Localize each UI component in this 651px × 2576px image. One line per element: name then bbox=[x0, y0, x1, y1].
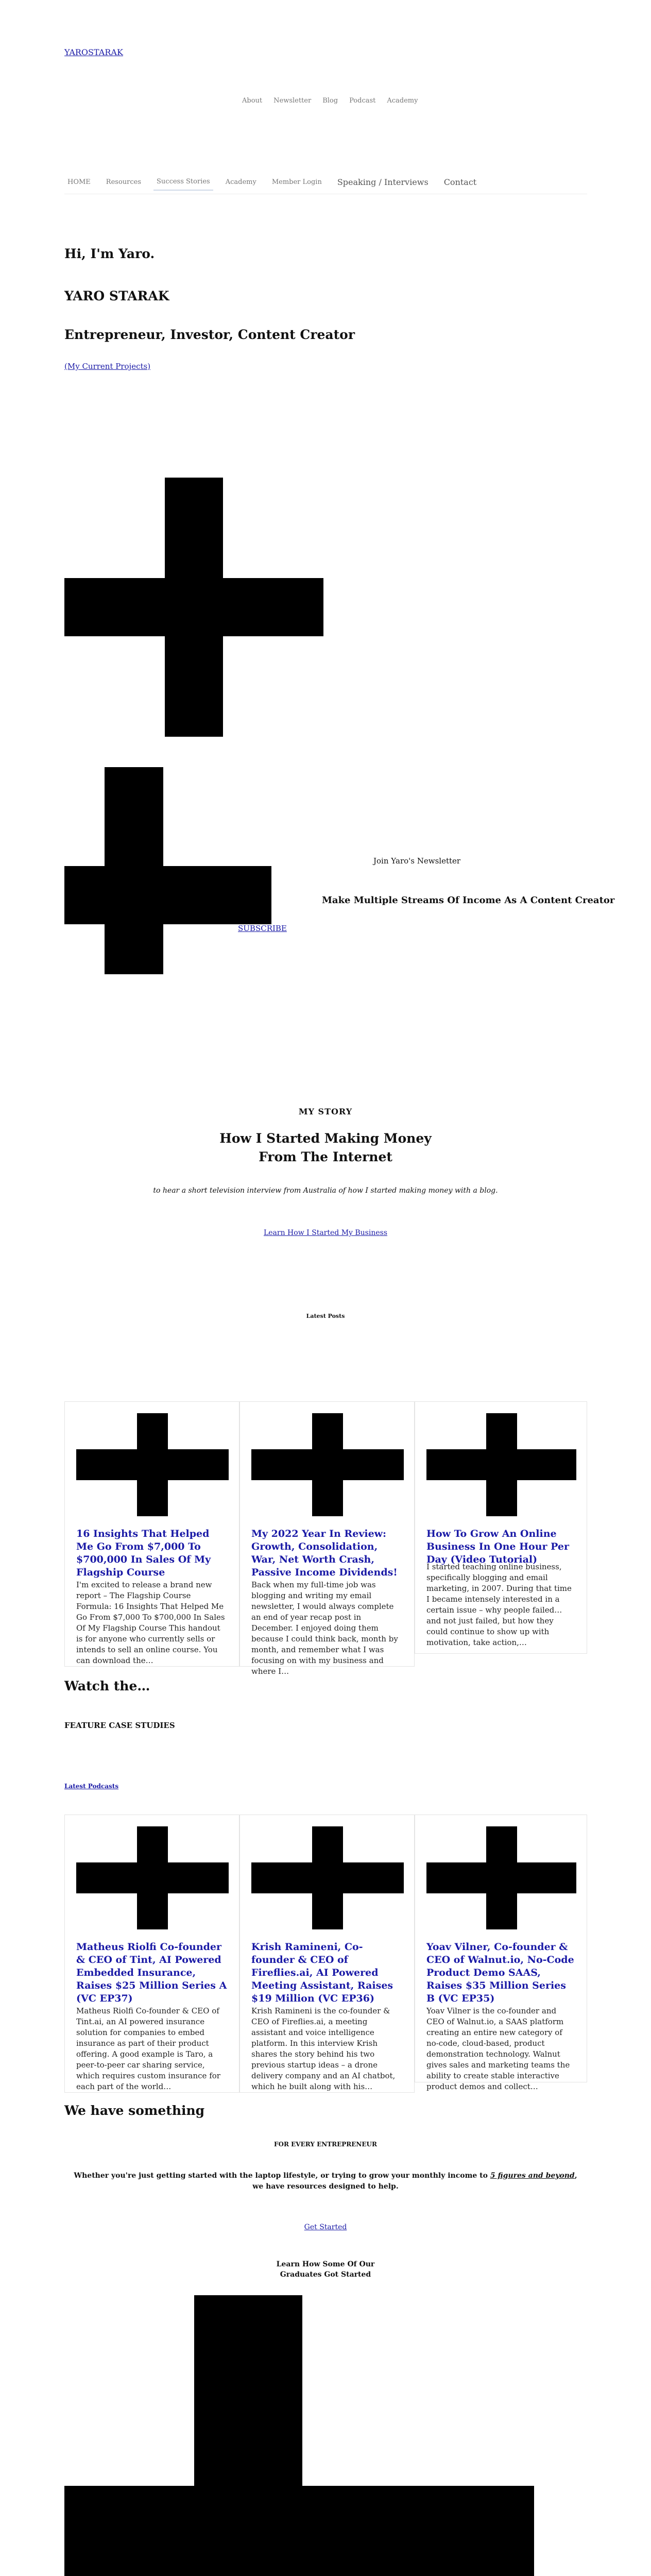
podcast-title[interactable]: Matheus Riolfi Co-founder & CEO of Tint, AI Powered Embedded Insurance, Raises $25 Million Series A (VC EP37) bbox=[76, 1941, 227, 2004]
post-excerpt: Back when my full-time job was blogging and writing my email newsletter, I would always complete an end of year recap post in December. I enjoyed doing them because I could think back, month by month, and remember what I was focusing on with my business and where I… bbox=[251, 1580, 398, 1676]
newsletter-label: Join Yaro's Newsletter bbox=[373, 856, 461, 866]
post-card[interactable] bbox=[239, 1401, 415, 1676]
podcast-card[interactable] bbox=[415, 1815, 587, 2091]
get-started-link[interactable]: Get Started bbox=[304, 2223, 347, 2231]
top-nav bbox=[242, 97, 418, 105]
podcast-thumbnail bbox=[426, 1826, 576, 1929]
cta-heading: We have something bbox=[64, 2103, 205, 2118]
podcast-thumbnail bbox=[251, 1826, 404, 1929]
latest-podcasts-link[interactable]: Latest Podcasts bbox=[64, 1783, 119, 1790]
hero-role: Entrepreneur, Investor, Content Creator bbox=[64, 327, 355, 342]
main-nav bbox=[64, 170, 587, 194]
post-title[interactable]: My 2022 Year In Review: Growth, Consolidation, War, Net Worth Crash, Passive Income Dividends! bbox=[251, 1528, 398, 1578]
graduates-image-placeholder bbox=[64, 2295, 534, 2576]
post-thumbnail bbox=[76, 1413, 229, 1516]
nav-speaking-interviews[interactable]: Speaking / Interviews bbox=[337, 177, 429, 187]
hero-name: YARO STARAK bbox=[64, 289, 169, 303]
top-nav-about[interactable]: About bbox=[242, 97, 263, 105]
story-title bbox=[0, 1129, 651, 1166]
watch-heading: Watch the… bbox=[64, 1679, 150, 1693]
podcast-card[interactable] bbox=[239, 1815, 415, 2093]
learn-how-line1: Learn How Some Of Our bbox=[276, 2260, 375, 2268]
cta-description-post: , we have resources designed to help. bbox=[252, 2172, 577, 2191]
hero-greeting: Hi, I'm Yaro. bbox=[64, 246, 155, 261]
learn-how-line2: Graduates Got Started bbox=[280, 2270, 371, 2279]
story-title-line1: How I Started Making Money bbox=[219, 1131, 432, 1146]
post-card[interactable] bbox=[415, 1401, 587, 1654]
for-every-entrepreneur-label: FOR EVERY ENTREPRENEUR bbox=[274, 2141, 377, 2148]
nav-contact[interactable]: Contact bbox=[443, 177, 477, 187]
podcast-excerpt: Krish Ramineni is the co-founder & CEO of Fireflies.ai, a meeting assistant and voice intelligence platform. In this interview Krish shares the story behind his two previous startup ideas – a drone delivery company and an AI chatbot, which he built along with his… bbox=[251, 2006, 396, 2091]
podcast-excerpt: Matheus Riolfi Co-founder & CEO of Tint.ai, an AI powered insurance solution for companies to embed insurance as part of their product offering. A good example is Taro, a peer-to-peer car sharing service, which requires custom insurance for each part of the world… bbox=[76, 2006, 220, 2091]
nav-resources[interactable]: Resources bbox=[106, 178, 142, 186]
story-description: to hear a short television interview from Australia of how I started making money with a blog. bbox=[153, 1187, 498, 1195]
nav-success-stories[interactable]: Success Stories bbox=[153, 174, 213, 191]
newsletter-image-placeholder bbox=[64, 767, 271, 974]
podcast-title[interactable]: Krish Ramineni, Co-founder & CEO of Fireflies.ai, AI Powered Meeting Assistant, Raises $19 Million (VC EP36) bbox=[251, 1941, 393, 2004]
podcast-title[interactable]: Yoav Vilner, Co-founder & CEO of Walnut.io, No-Code Product Demo SAAS, Raises $35 Million Series B (VC EP35) bbox=[426, 1941, 574, 2004]
post-title[interactable]: How To Grow An Online Business In One Hour Per Day (Video Tutorial) bbox=[426, 1528, 570, 1565]
cta-description-pre: Whether you're just getting started with the laptop lifestyle, or trying to grow your monthly income to bbox=[74, 2172, 488, 2180]
hero-image-placeholder bbox=[64, 478, 323, 737]
cta-description-emphasis: 5 figures and beyond bbox=[490, 2172, 575, 2180]
podcast-excerpt: Yoav Vilner is the co-founder and CEO of Walnut.io, a SAAS platform creating an entire new category of no-code, cloud-based, product demonstration technology. Walnut gives sales and marketing teams the ability to create stable interactive product demos and collect… bbox=[426, 2006, 570, 2091]
subscribe-button[interactable]: SUBSCRIBE bbox=[238, 924, 287, 933]
cta-description bbox=[72, 2171, 579, 2192]
top-nav-newsletter[interactable]: Newsletter bbox=[273, 97, 312, 105]
story-kicker: MY STORY bbox=[298, 1107, 353, 1116]
top-nav-academy[interactable]: Academy bbox=[387, 97, 418, 105]
post-title[interactable]: 16 Insights That Helped Me Go From $7,000 To $700,000 In Sales Of My Flagship Course bbox=[76, 1528, 211, 1578]
top-nav-blog[interactable]: Blog bbox=[322, 97, 338, 105]
post-thumbnail bbox=[251, 1413, 404, 1516]
current-projects-link[interactable]: (My Current Projects) bbox=[64, 362, 151, 371]
learn-how-started-link[interactable]: Learn How I Started My Business bbox=[263, 1229, 388, 1237]
story-title-line2: From The Internet bbox=[259, 1149, 392, 1164]
top-nav-podcast[interactable]: Podcast bbox=[349, 97, 376, 105]
post-excerpt: I'm excited to release a brand new report – The Flagship Course Formula: 16 Insights That Helped Me Go From $7,000 To $700,000 In Sales Of My Flagship Course This handout is for anyone who currently sells or intends to sell an online course. You can download the… bbox=[76, 1580, 225, 1665]
nav-academy[interactable]: Academy bbox=[225, 178, 256, 186]
learn-how-graduates-heading bbox=[274, 2259, 377, 2280]
nav-member-login[interactable]: Member Login bbox=[271, 178, 322, 186]
get-started-row bbox=[0, 2223, 651, 2231]
latest-posts-label: Latest Posts bbox=[306, 1313, 345, 1319]
story-link-row bbox=[0, 1229, 651, 1237]
podcast-card[interactable] bbox=[64, 1815, 239, 2093]
podcast-thumbnail bbox=[76, 1826, 229, 1929]
site-logo-link[interactable]: YAROSTARAK bbox=[64, 47, 123, 57]
post-card[interactable] bbox=[64, 1401, 239, 1667]
newsletter-title: Make Multiple Streams Of Income As A Content Creator bbox=[322, 895, 615, 906]
post-excerpt: I started teaching online business, specifically blogging and email marketing, in 2007. During that time I became intensely interested in a certain issue – why people failed…and not just failed, but how they could continue to show up with motivation, take action,… bbox=[426, 1562, 572, 1647]
feature-case-studies-label: FEATURE CASE STUDIES bbox=[64, 1721, 175, 1730]
nav-home[interactable]: HOME bbox=[67, 178, 91, 186]
post-thumbnail bbox=[426, 1413, 576, 1516]
